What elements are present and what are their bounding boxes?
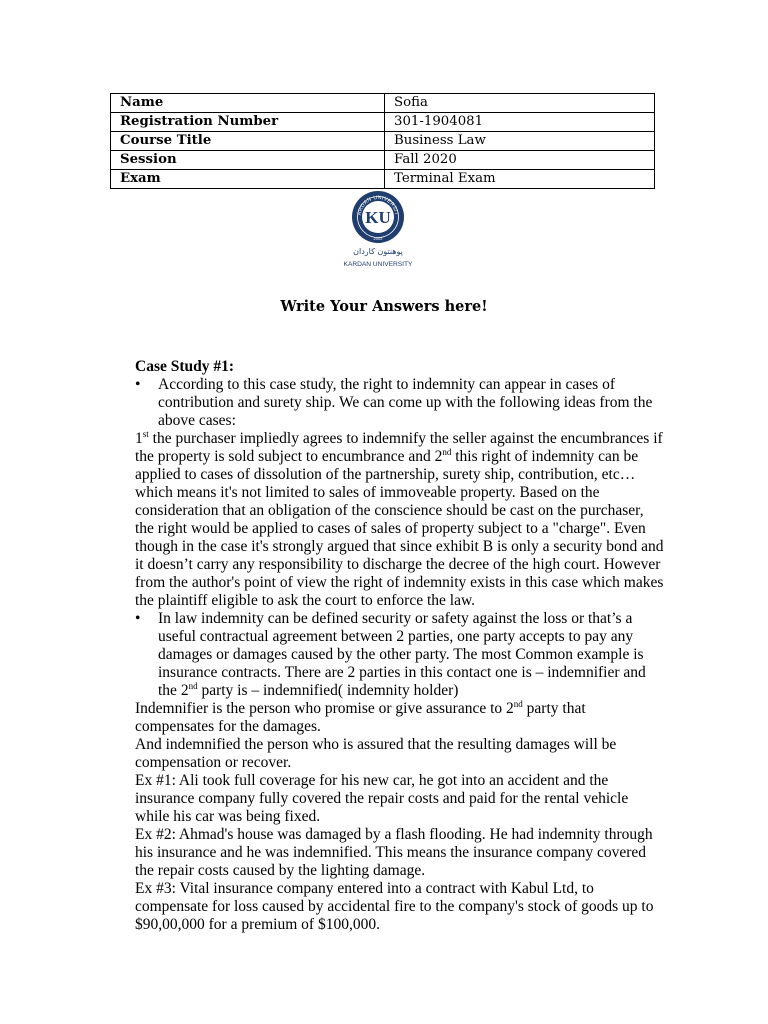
paragraph-purchaser: 1st the purchaser impliedly agrees to indemnify the seller against the encumbrances if the property is sold subject to encumbrance and 2nd this right of indemnity can be applied to cases of dissolution of the partnership, surety ship, contribution, etc… which means it's not limited to sales of immoveable property. Based on the consideration that an obligation of the conscience should be cast on the purchaser, the right would be applied to cases of sales of property subject to a "charge". Even though in the case it's strongly argued that since exhibit B is only a security bond and it doesn’t carry any responsibility to discharge the decree of the high court. However from the author's point of view the right of indemnity exists in this case which makes the plaintiff eligible to ask the court to enforce the law. — [135, 428, 664, 609]
example-2: Ex #2: Ahmad's house was damaged by a flash flooding. He had indemnity through his insurance and he was indemnified. This means the insurance company covered the repair costs caused by the lighting damage. — [135, 826, 653, 879]
name-label: Name — [111, 94, 385, 113]
logo-english-name: KARDAN UNIVERSITY — [343, 261, 413, 268]
exam-value: Terminal Exam — [385, 170, 655, 189]
registration-number-value: 301-1904081 — [385, 113, 655, 132]
seal-monogram: KU — [365, 208, 391, 227]
answers-heading: Write Your Answers here! — [280, 298, 488, 315]
bullet-indemnity-definition: • In law indemnity can be defined security or safety against the loss or that’s a useful contractual agreement between 2 parties, one party accepts to pay any damages or damages caused by the other party. The most Common example is insurance contracts. There are 2 parties in this contact one is – indemnifier and the 2nd party is – indemnified( indemnity holder) — [135, 610, 665, 700]
kardan-university-logo — [328, 190, 428, 272]
seal-ring-text: ARDAN UNIVERSIT — [356, 194, 400, 216]
exam-label: Exam — [111, 170, 385, 189]
table-row — [111, 113, 655, 132]
table-row — [111, 132, 655, 151]
example-1: Ex #1: Ali took full coverage for his new car, he got into an accident and the insurance company fully covered the repair costs and paid for the rental vehicle while his car was being fixed. — [135, 772, 629, 825]
name-value: Sofia — [385, 94, 655, 113]
logo-pashto-name: پوهنتون کاردان — [353, 247, 403, 256]
paragraph-indemnified: And indemnified the person who is assured that the resulting damages will be compensation or recover. — [135, 736, 617, 771]
course-title-label: Course Title — [111, 132, 385, 151]
answer-body — [135, 358, 665, 934]
session-label: Session — [111, 151, 385, 170]
table-row — [111, 170, 655, 189]
case-study-title: Case Study #1: — [135, 358, 235, 375]
table-row — [111, 151, 655, 170]
course-title-value: Business Law — [385, 132, 655, 151]
student-info-table — [110, 93, 655, 189]
example-3: Ex #3: Vital insurance company entered into a contract with Kabul Ltd, to compensate for loss caused by accidental fire to the company's stock of goods up to $90,00,000 for a premium of $100,000. — [135, 880, 654, 933]
table-row — [111, 94, 655, 113]
paragraph-indemnifier: Indemnifier is the person who promise or give assurance to 2nd party that compensates for the damages. — [135, 698, 586, 735]
bullet-indemnity-cases: • According to this case study, the right to indemnity can appear in cases of contribution and surety ship. We can come up with the following ideas from the above cases: — [135, 376, 665, 430]
seal-year: 2002 — [373, 236, 383, 241]
registration-number-label: Registration Number — [111, 113, 385, 132]
session-value: Fall 2020 — [385, 151, 655, 170]
